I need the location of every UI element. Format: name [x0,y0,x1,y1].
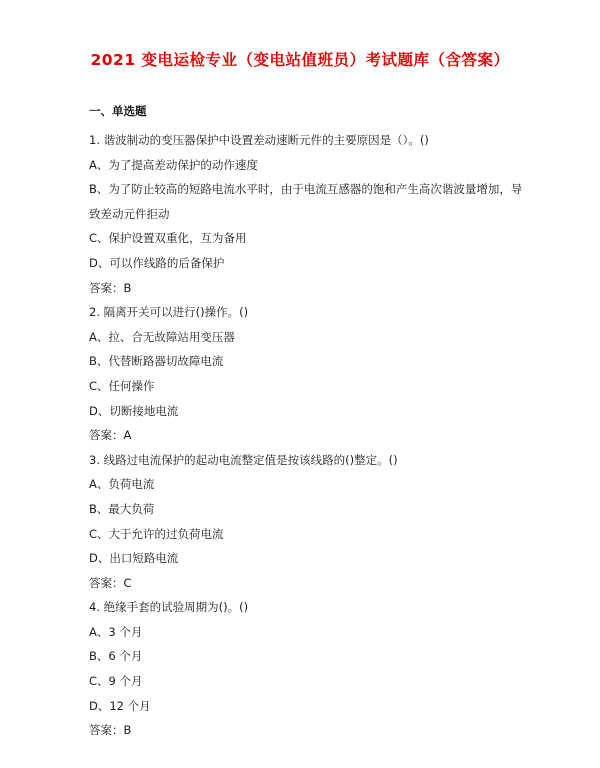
option-d: D、切断接地电流 [89,403,179,418]
answer-line: 答案：C [89,575,132,590]
answer-line: 答案：B [89,280,132,295]
option-d: D、出口短路电流 [89,551,179,566]
answer-line: 答案：B [89,723,132,738]
option-d: D、可以作线路的后备保护 [89,255,225,270]
option-b: B、最大负荷 [89,501,155,516]
option-a: A、为了提高差动保护的动作速度 [89,157,258,172]
section-heading: 一、单选题 [89,104,147,118]
option-b: B、代替断路器切故障电流 [89,354,224,369]
question-block [89,448,529,596]
question-stem: 3. 线路过电流保护的起动电流整定值是按该线路的()整定。() [89,452,398,467]
option-b: B、6 个月 [89,649,143,664]
question-list [89,128,529,743]
question-block [89,300,529,448]
option-c: C、9 个月 [89,674,143,689]
question-block [89,595,529,743]
option-c: C、保护设置双重化，互为备用 [89,231,247,246]
option-a: A、负荷电流 [89,477,155,492]
question-stem: 2. 隔离开关可以进行()操作。() [89,305,249,320]
option-b: B、为了防止较高的短路电流水平时，由于电流互感器的饱和产生高次谐波量增加，导致差动元件拒动 [89,182,523,221]
question-stem: 4. 绝缘手套的试验周期为()。() [89,600,249,615]
option-a: A、拉、合无故障站用变压器 [89,329,235,344]
answer-line: 答案：A [89,428,132,443]
option-a: A、3 个月 [89,624,143,639]
option-d: D、12 个月 [89,698,151,713]
option-c: C、大于允许的过负荷电流 [89,526,224,541]
option-c: C、任何操作 [89,378,155,393]
question-stem: 1. 谐波制动的变压器保护中设置差动速断元件的主要原因是（）。() [89,133,429,147]
question-block [89,128,529,300]
document-title: 2021 变电运检专业（变电站值班员）考试题库（含答案） [90,51,510,69]
